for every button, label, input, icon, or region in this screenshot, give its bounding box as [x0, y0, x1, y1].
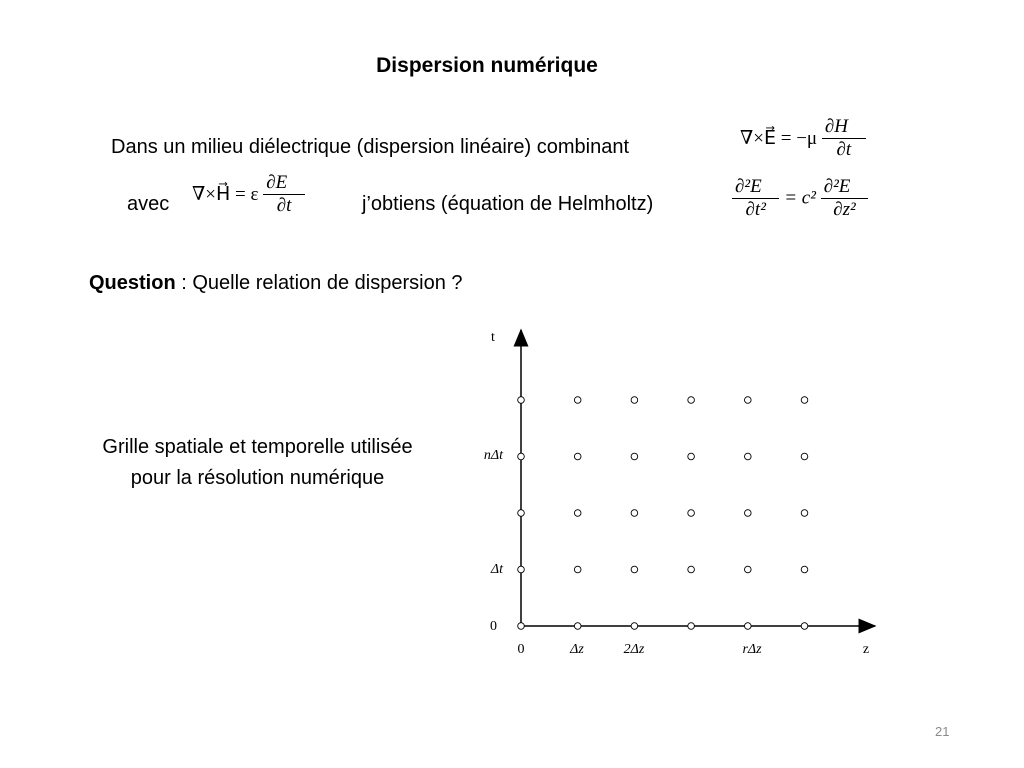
question-label: Question — [89, 272, 176, 294]
grid-point — [631, 623, 638, 630]
t-tick-ndt: nΔt — [483, 448, 503, 463]
grid-point — [574, 453, 581, 460]
eq1-den: ∂t — [836, 139, 852, 160]
grid-point — [688, 566, 695, 573]
grid-point — [801, 510, 808, 517]
eq2-fraction — [263, 172, 305, 217]
page-number: 21 — [935, 724, 950, 739]
grid-point — [688, 453, 695, 460]
maxwell-faraday-equation — [740, 116, 866, 161]
grid-point — [631, 566, 638, 573]
grid-point — [801, 397, 808, 404]
question-text: : Quelle relation de dispersion ? — [175, 272, 463, 294]
t-tick-0: 0 — [490, 619, 497, 634]
line2-text: j’obtiens (équation de Helmholtz) — [362, 193, 654, 215]
grid-point — [688, 510, 695, 517]
grid-point — [574, 397, 581, 404]
eq3-den1: ∂t² — [745, 199, 766, 220]
grid-caption: Grille spatiale et temporelle utilisée pour la résolution numérique — [102, 436, 413, 489]
z-tick-2dz: 2Δz — [623, 642, 645, 657]
space-time-grid-diagram — [470, 320, 900, 665]
eq2-num: ∂E⃗ — [263, 172, 305, 195]
grid-point — [518, 510, 525, 517]
eq1-lhs: ∇×E⃗ = −μ — [740, 128, 818, 149]
z-tick-dz: Δz — [570, 642, 584, 657]
line1-text: Dans un milieu diélectrique (dispersion linéaire) combinant — [111, 136, 630, 158]
grid-point — [745, 566, 752, 573]
question-line — [89, 272, 463, 295]
eq2-lhs: ∇×H⃗ = ε — [192, 184, 259, 205]
grid-point — [745, 397, 752, 404]
eq1-fraction — [822, 116, 866, 161]
eq3-num1: ∂²E⃗ — [732, 176, 779, 199]
avec-text: avec — [127, 193, 170, 215]
maxwell-ampere-equation — [192, 172, 305, 217]
grid-point — [518, 623, 525, 630]
t-axis-label: t — [491, 330, 495, 345]
grid-point — [518, 566, 525, 573]
slide-title: Dispersion numérique — [376, 54, 598, 77]
grid-point — [688, 623, 695, 630]
grid-point — [801, 566, 808, 573]
grid-point — [518, 453, 525, 460]
grid-point — [745, 510, 752, 517]
grid-point — [631, 453, 638, 460]
grid-point — [574, 510, 581, 517]
grid-point — [688, 397, 695, 404]
eq3-fraction-right — [821, 176, 868, 221]
eq3-den2: ∂z² — [833, 199, 856, 220]
grid-point — [518, 397, 525, 404]
grid-point — [574, 566, 581, 573]
grid-point — [745, 623, 752, 630]
eq2-den: ∂t — [276, 195, 292, 216]
eq3-fraction-left — [732, 176, 779, 221]
grid-points — [518, 397, 808, 630]
eq3-num2: ∂²E⃗ — [821, 176, 868, 199]
eq3-mid: = c² — [784, 187, 816, 209]
helmholtz-equation — [732, 176, 868, 221]
t-tick-dt: Δt — [490, 562, 503, 577]
grid-point — [801, 623, 808, 630]
z-axis-label: z — [862, 642, 870, 657]
grid-point — [745, 453, 752, 460]
z-tick-0: 0 — [517, 642, 525, 657]
grid-point — [631, 510, 638, 517]
z-tick-rdz: rΔz — [742, 642, 762, 657]
grid-point — [574, 623, 581, 630]
grid-point — [631, 397, 638, 404]
grid-point — [801, 453, 808, 460]
eq1-num: ∂H⃗ — [822, 116, 866, 139]
